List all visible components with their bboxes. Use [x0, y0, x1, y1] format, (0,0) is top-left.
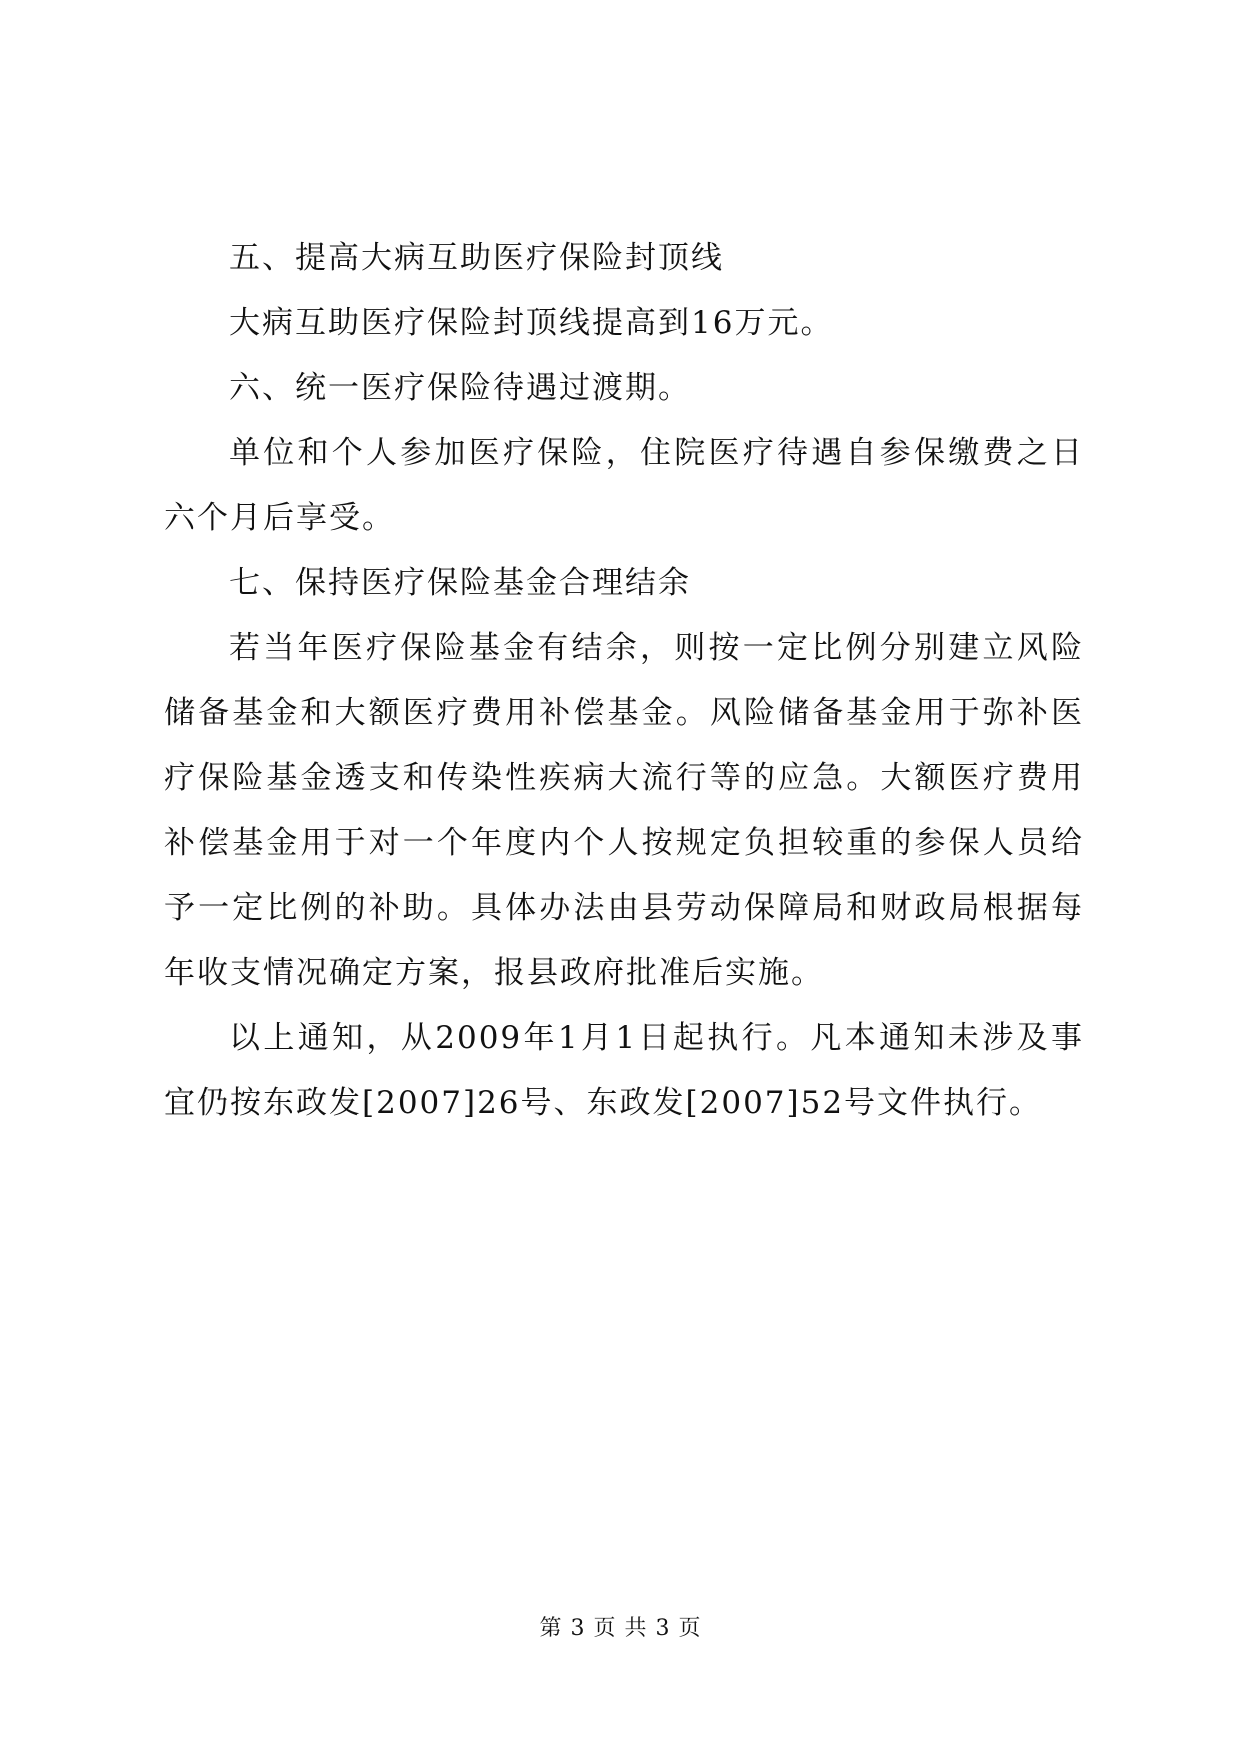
document-body [164, 226, 1084, 1136]
page-footer: 第 3 页 共 3 页 [539, 1616, 702, 1641]
section-heading-6: 六、统一医疗保险待遇过渡期。 [229, 370, 691, 406]
section-heading-5: 五、提高大病互助医疗保险封顶线 [229, 240, 724, 276]
closing-paragraph: 以上通知，从2009年1月1日起执行。凡本通知未涉及事宜仍按东政发[2007]26号、东政发[2007]52号文件执行。 [164, 1020, 1084, 1121]
section-heading-7: 七、保持医疗保险基金合理结余 [229, 565, 691, 601]
paragraph: 若当年医疗保险基金有结余，则按一定比例分别建立风险储备基金和大额医疗费用补偿基金。风险储备基金用于弥补医疗保险基金透支和传染性疾病大流行等的应急。大额医疗费用补偿基金用于对一个年度内个人按规定负担较重的参保人员给予一定比例的补助。具体办法由县劳动保障局和财政局根据每年收支情况确定方案，报县政府批准后实施。 [164, 630, 1084, 991]
paragraph: 大病互助医疗保险封顶线提高到16万元。 [229, 305, 834, 341]
paragraph: 单位和个人参加医疗保险，住院医疗待遇自参保缴费之日六个月后享受。 [164, 435, 1084, 536]
